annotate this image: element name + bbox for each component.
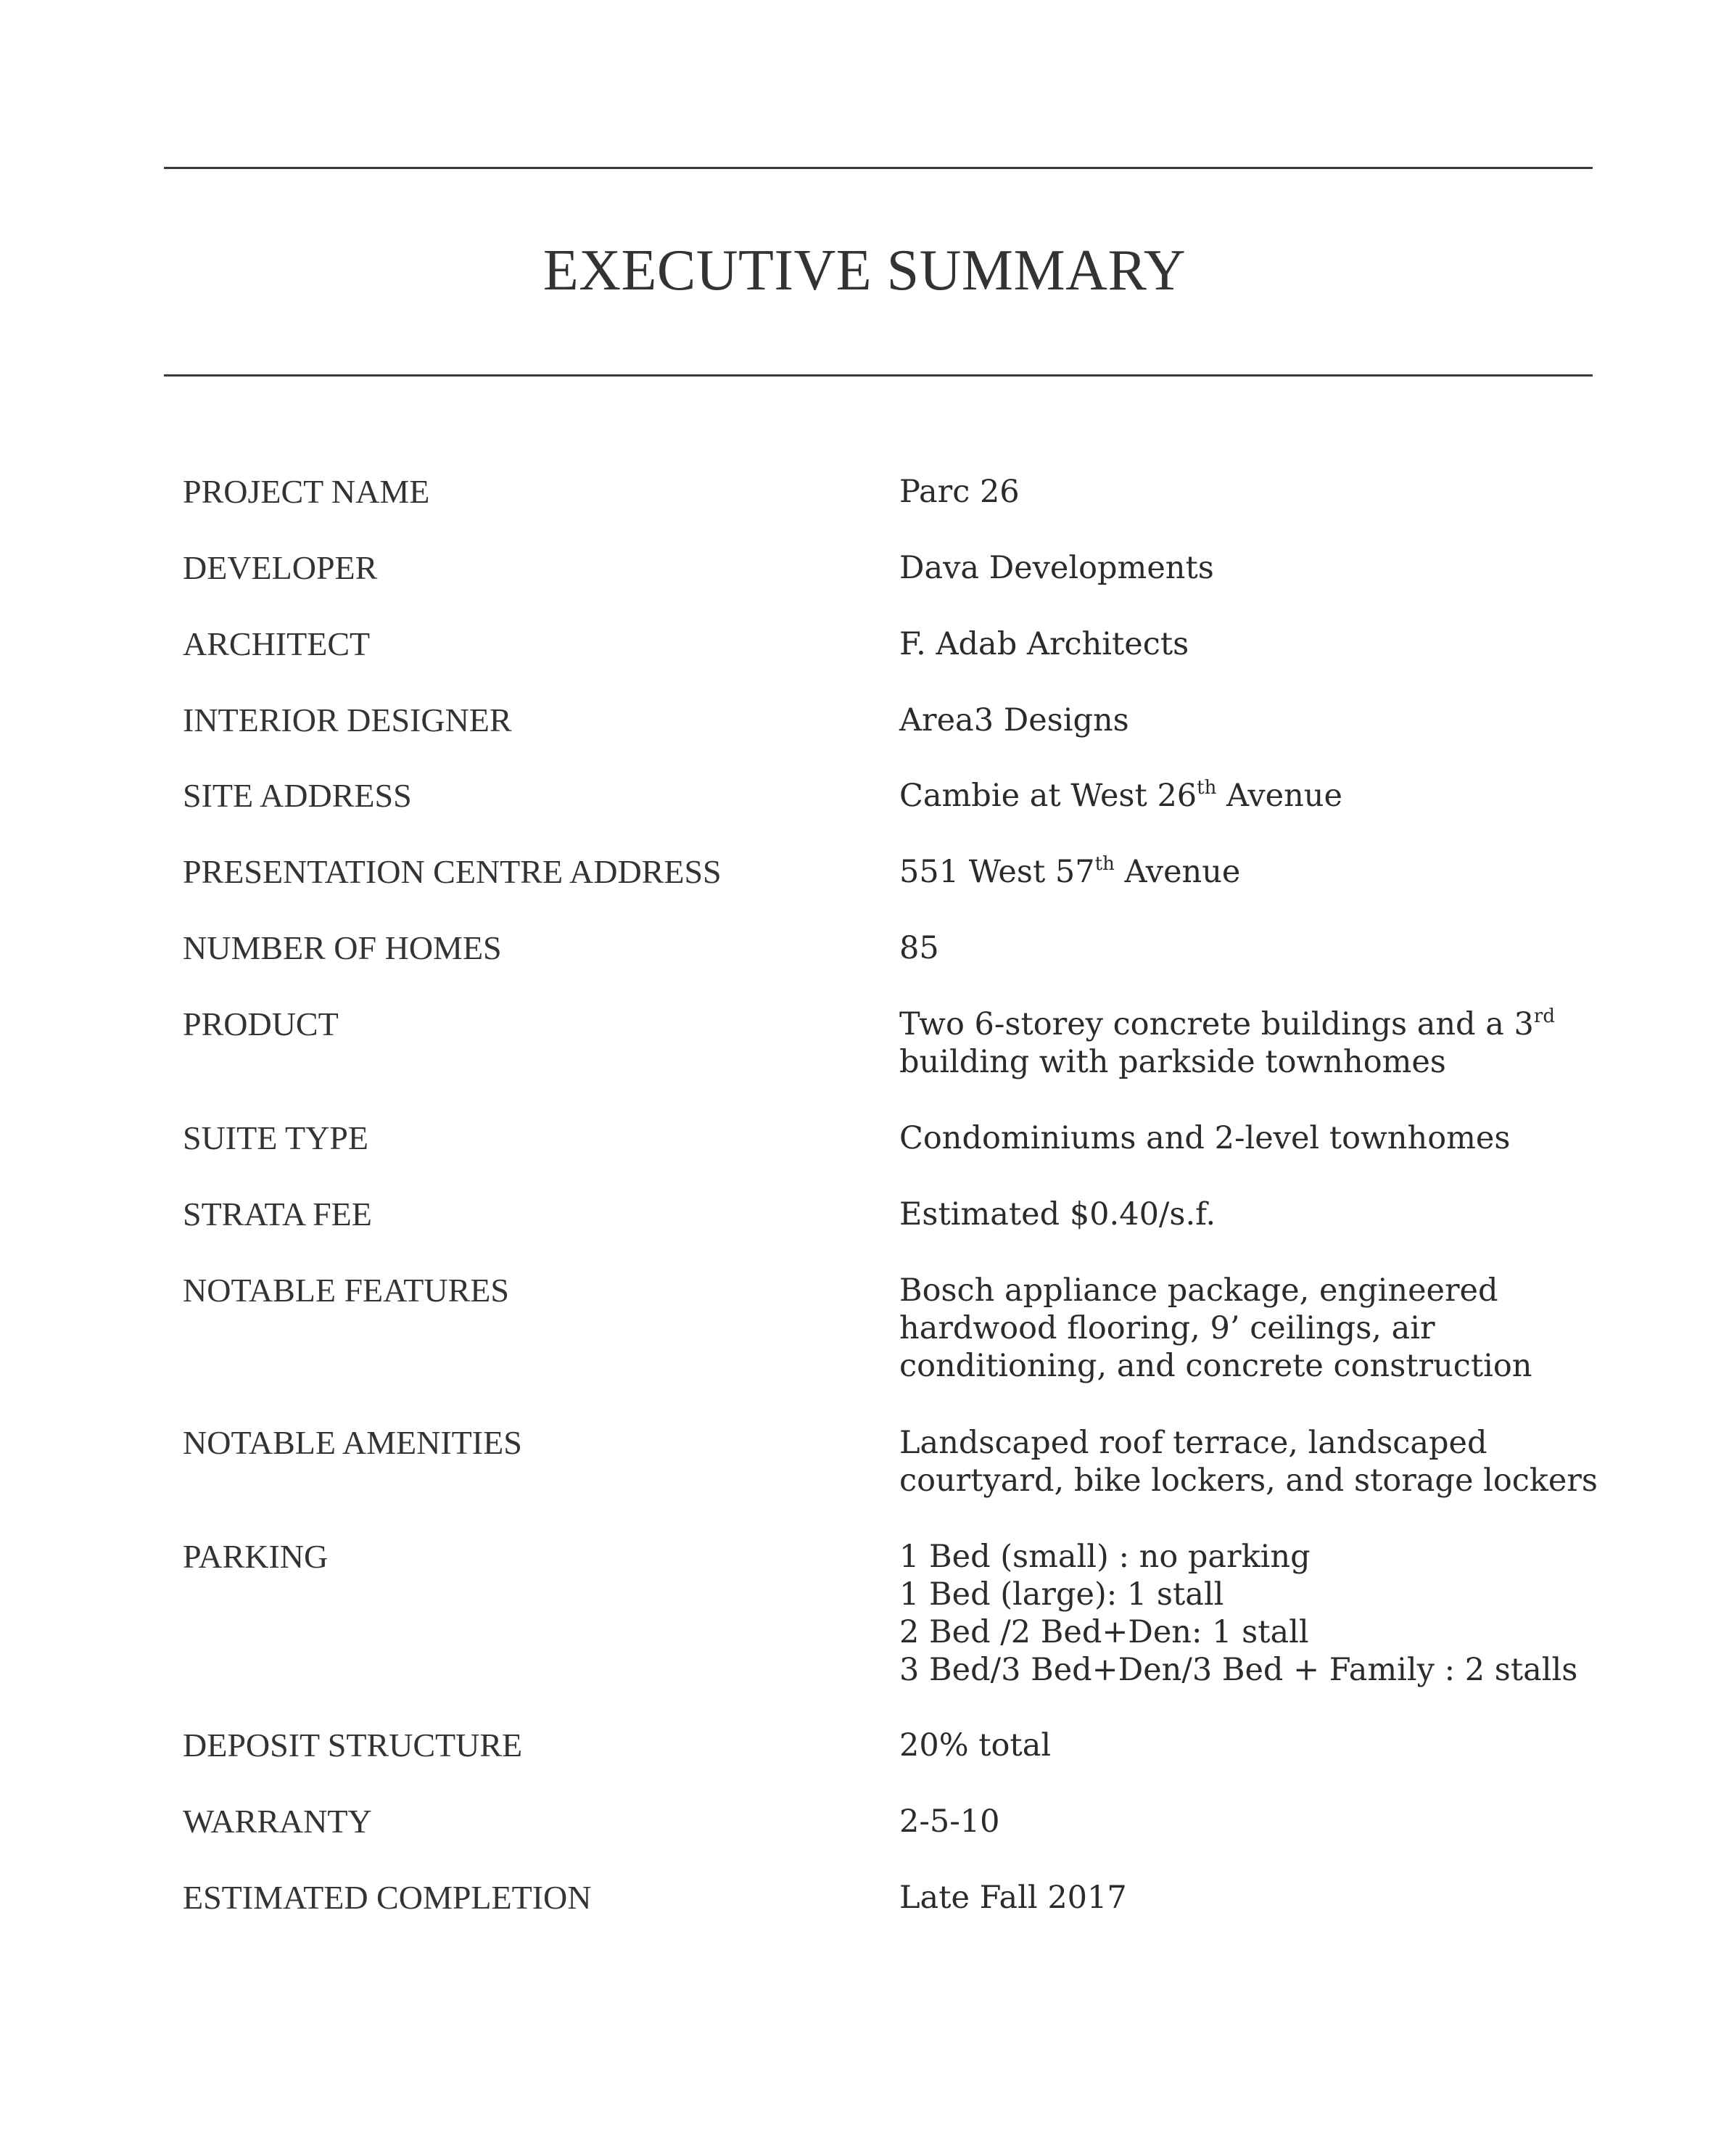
- row-value: [899, 549, 1581, 587]
- value-line: Parc 26: [899, 474, 1020, 510]
- row-label: DEPOSIT STRUCTURE: [183, 1727, 523, 1764]
- value-text: Avenue: [1114, 854, 1241, 890]
- title-bottom-divider: [164, 374, 1593, 377]
- row-label: WARRANTY: [183, 1803, 372, 1840]
- value-text: Two 6-storey concrete buildings and a 3: [899, 1006, 1534, 1042]
- value-line: Condominiums and 2-level townhomes: [899, 1120, 1511, 1156]
- row-label: DEVELOPER: [183, 549, 378, 586]
- ordinal-superscript: th: [1197, 777, 1217, 799]
- row-value: [899, 1879, 1581, 1917]
- row-value: [899, 701, 1581, 739]
- row-value: [899, 1424, 1598, 1499]
- value-text: 551 West 57: [899, 854, 1095, 890]
- row-value: [899, 1727, 1581, 1764]
- row-label: SITE ADDRESS: [183, 777, 412, 814]
- ordinal-superscript: rd: [1533, 1005, 1555, 1027]
- row-value: [899, 625, 1581, 663]
- ordinal-superscript: th: [1094, 853, 1115, 875]
- row-value: [899, 1803, 1581, 1840]
- row-label: NOTABLE AMENITIES: [183, 1424, 522, 1461]
- value-line: building with parkside townhomes: [899, 1044, 1446, 1080]
- row-label: ARCHITECT: [183, 625, 371, 662]
- value-line: hardwood flooring, 9’ ceilings, air: [899, 1310, 1435, 1346]
- row-label: SUITE TYPE: [183, 1119, 368, 1156]
- row-label: INTERIOR DESIGNER: [183, 701, 512, 738]
- value-text: Cambie at West 26: [899, 778, 1197, 814]
- value-line: 20% total: [899, 1727, 1052, 1764]
- value-text: Avenue: [1216, 778, 1342, 814]
- value-line: F. Adab Architects: [899, 626, 1189, 662]
- value-line: Landscaped roof terrace, landscaped: [899, 1425, 1487, 1461]
- row-label: PROJECT NAME: [183, 473, 430, 510]
- page-title: EXECUTIVE SUMMARY: [542, 239, 1187, 303]
- row-value: [899, 1538, 1581, 1689]
- row-label: NUMBER OF HOMES: [183, 929, 502, 966]
- value-line: Area3 Designs: [899, 702, 1129, 738]
- value-line: Dava Developments: [899, 550, 1214, 586]
- row-label: PRESENTATION CENTRE ADDRESS: [183, 853, 722, 890]
- value-line: 1 Bed (large): 1 stall: [899, 1576, 1224, 1613]
- row-value: [899, 1196, 1581, 1233]
- row-label: STRATA FEE: [183, 1196, 372, 1233]
- value-line: [899, 853, 1581, 891]
- row-label: PARKING: [183, 1538, 329, 1575]
- value-line: [899, 777, 1581, 815]
- value-line: 85: [899, 930, 939, 966]
- row-value: [899, 1119, 1581, 1157]
- row-label: NOTABLE FEATURES: [183, 1272, 509, 1309]
- row-value: [899, 473, 1581, 511]
- value-line: Estimated $0.40/s.f.: [899, 1196, 1216, 1233]
- row-value: [899, 1005, 1581, 1081]
- value-line: 1 Bed (small) : no parking: [899, 1539, 1311, 1575]
- row-value: [899, 777, 1581, 815]
- value-line: 2-5-10: [899, 1803, 1000, 1840]
- value-line: Bosch appliance package, engineered: [899, 1272, 1498, 1309]
- value-line: 3 Bed/3 Bed+Den/3 Bed + Family : 2 stalls: [899, 1652, 1578, 1688]
- value-line: Late Fall 2017: [899, 1880, 1127, 1916]
- row-label: PRODUCT: [183, 1005, 339, 1042]
- value-line: conditioning, and concrete construction: [899, 1348, 1532, 1384]
- top-divider: [164, 167, 1593, 169]
- value-line: [899, 1005, 1581, 1043]
- value-line: 2 Bed /2 Bed+Den: 1 stall: [899, 1614, 1309, 1650]
- row-label: ESTIMATED COMPLETION: [183, 1879, 592, 1916]
- value-line: courtyard, bike lockers, and storage lockers: [899, 1462, 1598, 1499]
- row-value: [899, 929, 1581, 967]
- row-value: [899, 1272, 1581, 1385]
- row-value: [899, 853, 1581, 891]
